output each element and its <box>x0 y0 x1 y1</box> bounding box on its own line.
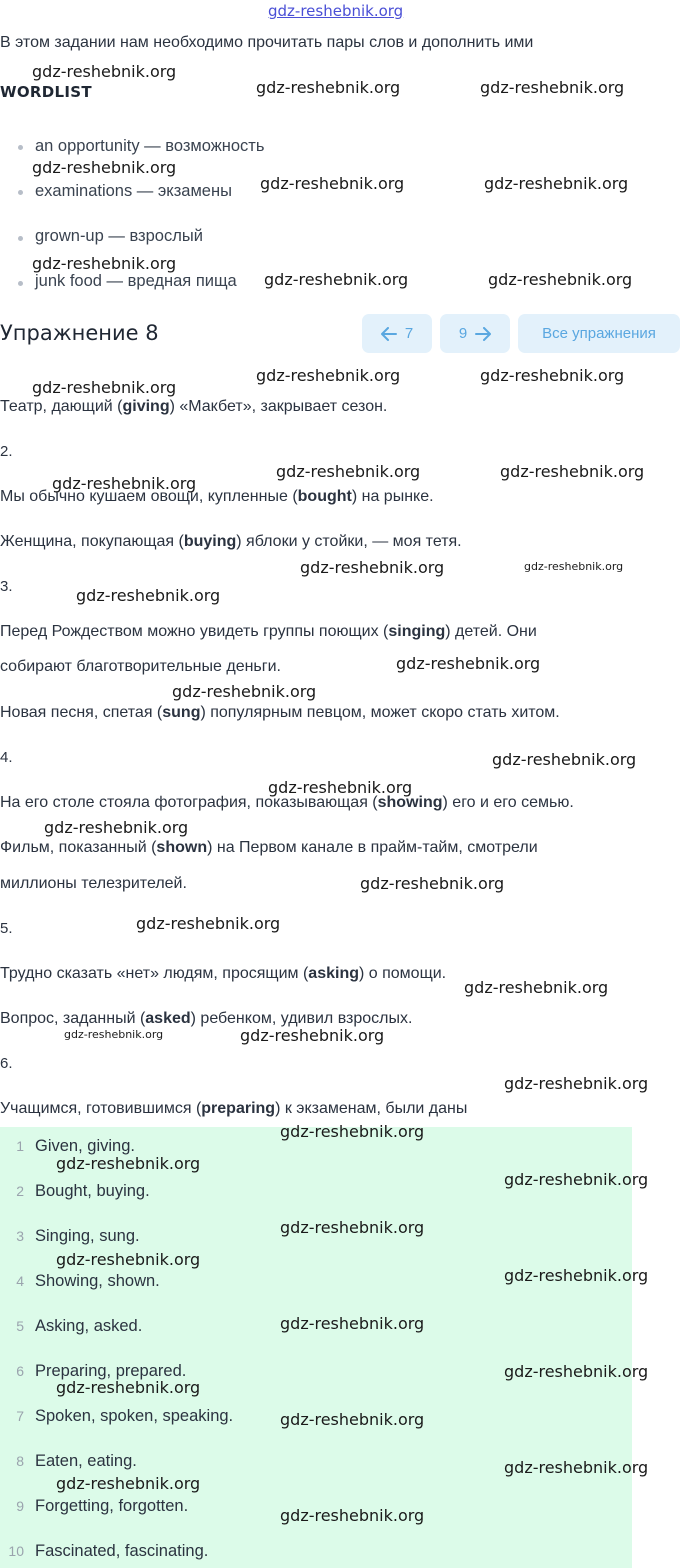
answer-word: bought <box>297 488 352 505</box>
exercise-title: Упражнение 8 <box>0 321 159 345</box>
watermark: gdz-reshebnik.org <box>276 462 421 481</box>
answer-text: Fascinated, fascinating. <box>35 1542 209 1560</box>
answer-text: Asking, asked. <box>35 1317 143 1335</box>
watermark: gdz-reshebnik.org <box>280 1122 425 1141</box>
intro-text: В этом задании нам необходимо прочитать пары слов и дополнить ими <box>0 34 534 51</box>
sentence: собирают благотворительные деньги. <box>0 658 281 675</box>
answer-number: 7 <box>16 1408 24 1424</box>
sentence: миллионы телезрителей. <box>0 875 187 892</box>
sentence: Вопрос, заданный (asked) ребенком, удивил взрослых. <box>0 1010 413 1027</box>
watermark-top: gdz-reshebnik.org <box>268 2 404 20</box>
bullet-icon <box>18 190 23 195</box>
item-number: 4. <box>0 749 13 766</box>
wordlist-item: an opportunity — возможность <box>35 137 265 155</box>
watermark: gdz-reshebnik.org <box>504 1266 649 1285</box>
item-number: 2. <box>0 443 13 460</box>
all-exercises-button[interactable] <box>518 314 680 353</box>
prev-exercise-label: 7 <box>404 325 414 342</box>
sentence: Фильм, показанный (shown) на Первом канале в прайм-тайм, смотрели <box>0 839 538 856</box>
watermark: gdz-reshebnik.org <box>480 78 625 97</box>
watermark: gdz-reshebnik.org <box>172 682 317 701</box>
wordlist-item: junk food — вредная пища <box>35 272 237 290</box>
watermark: gdz-reshebnik.org <box>256 366 401 385</box>
answer-number: 4 <box>16 1273 24 1289</box>
prev-exercise-button[interactable] <box>362 314 432 353</box>
watermark: gdz-reshebnik.org <box>32 62 177 81</box>
answer-word: asked <box>145 1010 191 1027</box>
answer-number: 10 <box>8 1543 24 1559</box>
answer-word: shown <box>156 839 208 856</box>
watermark: gdz-reshebnik.org <box>52 474 197 493</box>
answer-word: giving <box>122 398 170 415</box>
item-number: 3. <box>0 578 13 595</box>
sentence: Новая песня, спетая (sung) популярным певцом, может скоро стать хитом. <box>0 704 560 721</box>
watermark: gdz-reshebnik.org <box>300 558 445 577</box>
watermark: gdz-reshebnik.org <box>240 1026 385 1045</box>
sentence: Перед Рождеством можно увидеть группы поющих (singing) детей. Они <box>0 623 537 640</box>
watermark: gdz-reshebnik.org <box>484 174 629 193</box>
answer-number: 1 <box>16 1138 24 1154</box>
answer-word: sung <box>162 704 201 721</box>
bullet-icon <box>18 236 23 241</box>
answer-word: buying <box>183 533 237 550</box>
sentence: Учащимся, готовившимся (preparing) к экзаменам, были даны <box>0 1100 468 1117</box>
answer-text: Forgetting, forgotten. <box>35 1497 189 1515</box>
answer-number: 9 <box>16 1498 24 1514</box>
watermark: gdz-reshebnik.org <box>396 654 541 673</box>
arrow-left-icon <box>381 327 397 341</box>
watermark: gdz-reshebnik.org <box>268 778 413 797</box>
bullet-icon <box>18 281 23 286</box>
wordlist-heading: WORDLIST <box>0 83 92 101</box>
watermark: gdz-reshebnik.org <box>488 270 633 289</box>
answer-text: Bought, buying. <box>35 1182 150 1200</box>
answer-number: 3 <box>16 1228 24 1244</box>
watermark: gdz-reshebnik.org <box>480 366 625 385</box>
watermark: gdz-reshebnik.org <box>64 1028 164 1041</box>
sentence: На его столе стояла фотография, показывающая (showing) его и его семью. <box>0 794 574 811</box>
watermark: gdz-reshebnik.org <box>256 78 401 97</box>
answer-text: Spoken, spoken, speaking. <box>35 1407 234 1425</box>
item-number: 5. <box>0 920 13 937</box>
watermark: gdz-reshebnik.org <box>360 874 505 893</box>
watermark: gdz-reshebnik.org <box>56 1154 201 1173</box>
answer-word: showing <box>377 794 443 811</box>
answer-number: 5 <box>16 1318 24 1334</box>
item-number: 6. <box>0 1055 13 1072</box>
answer-number: 6 <box>16 1363 24 1379</box>
watermark: gdz-reshebnik.org <box>56 1474 201 1493</box>
bullet-icon <box>18 145 23 150</box>
watermark: gdz-reshebnik.org <box>260 174 405 193</box>
watermark: gdz-reshebnik.org <box>76 586 221 605</box>
arrow-right-icon <box>475 327 491 341</box>
watermark: gdz-reshebnik.org <box>504 1362 649 1381</box>
sentence: Женщина, покупающая (buying) яблоки у стойки, — моя тетя. <box>0 533 462 550</box>
wordlist-item: examinations — экзамены <box>35 182 232 200</box>
answers-list <box>0 1127 632 1568</box>
answer-word: preparing <box>201 1100 276 1117</box>
watermark: gdz-reshebnik.org <box>500 462 645 481</box>
watermark: gdz-reshebnik.org <box>264 270 409 289</box>
watermark: gdz-reshebnik.org <box>504 1074 649 1093</box>
watermark: gdz-reshebnik.org <box>280 1410 425 1429</box>
answer-word: asking <box>308 965 359 982</box>
watermark: gdz-reshebnik.org <box>504 1458 649 1477</box>
watermark: gdz-reshebnik.org <box>56 1378 201 1397</box>
watermark: gdz-reshebnik.org <box>32 254 177 273</box>
sentence: Мы обычно кушаем овощи, купленные (bought) на рынке. <box>0 488 434 505</box>
all-exercises-label: Все упражнения <box>542 325 656 342</box>
watermark: gdz-reshebnik.org <box>280 1218 425 1237</box>
next-exercise-label: 9 <box>458 325 468 342</box>
watermark: gdz-reshebnik.org <box>280 1314 425 1333</box>
answer-number: 2 <box>16 1183 24 1199</box>
answer-number: 8 <box>16 1453 24 1469</box>
answer-text: Showing, shown. <box>35 1272 160 1290</box>
watermark: gdz-reshebnik.org <box>504 1170 649 1189</box>
watermark: gdz-reshebnik.org <box>44 818 189 837</box>
watermark: gdz-reshebnik.org <box>32 378 177 397</box>
watermark: gdz-reshebnik.org <box>464 978 609 997</box>
watermark: gdz-reshebnik.org <box>524 560 624 573</box>
watermark: gdz-reshebnik.org <box>492 750 637 769</box>
answer-text: Given, giving. <box>35 1137 135 1155</box>
wordlist-item: grown-up — взрослый <box>35 227 203 245</box>
answer-text: Eaten, eating. <box>35 1452 137 1470</box>
watermark: gdz-reshebnik.org <box>280 1506 425 1525</box>
answer-text: Singing, sung. <box>35 1227 140 1245</box>
watermark: gdz-reshebnik.org <box>56 1250 201 1269</box>
watermark: gdz-reshebnik.org <box>32 158 177 177</box>
sentence: Театр, дающий (giving) «Макбет», закрывает сезон. <box>0 398 388 415</box>
watermark: gdz-reshebnik.org <box>136 914 281 933</box>
sentence: Трудно сказать «нет» людям, просящим (asking) о помощи. <box>0 965 447 982</box>
answer-word: singing <box>388 623 446 640</box>
next-exercise-button[interactable] <box>440 314 510 353</box>
answer-text: Preparing, prepared. <box>35 1362 187 1380</box>
